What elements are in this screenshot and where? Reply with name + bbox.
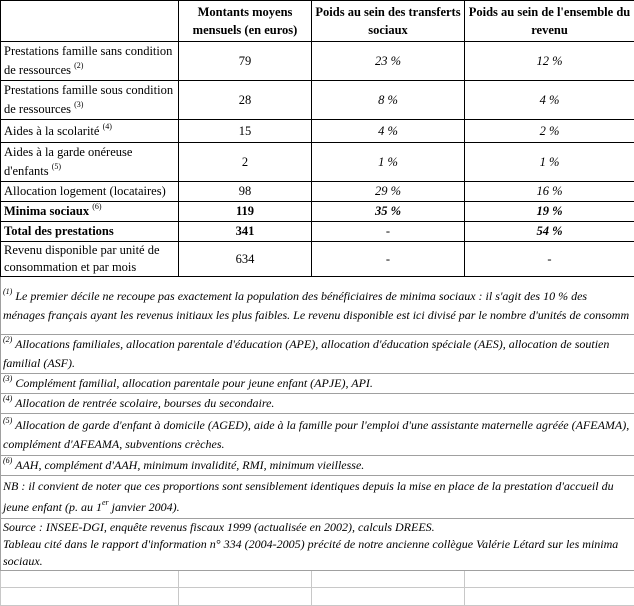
- footnote-2: $^{(2)}$ Allocations familiales, allocation parentale d'éducation (APE), allocation d'éducation spéciale (AES), allocation de soutien familial (ASF).: [1, 335, 634, 374]
- transfers-cell: 29 %: [312, 182, 465, 202]
- row-label: Prestations famille sous condition de ressources $^{(3)}$: [1, 81, 179, 120]
- amount-cell: 28: [179, 81, 312, 120]
- amount-cell: 79: [179, 42, 312, 81]
- transfers-cell: 35 %: [312, 202, 465, 222]
- transfers-cell: 1 %: [312, 143, 465, 182]
- transfers-cell: -: [312, 222, 465, 242]
- income-cell: 4 %: [465, 81, 634, 120]
- amount-cell: 341: [179, 222, 312, 242]
- header-income: Poids au sein de l'ensemble du revenu: [465, 1, 634, 42]
- income-cell: 54 %: [465, 222, 634, 242]
- transfers-cell: 8 %: [312, 81, 465, 120]
- citation-text: Tableau cité dans le rapport d'information n° 334 (2004-2005) précité de notre ancienne collègue Valérie Létard sur les minima sociaux.: [3, 537, 618, 568]
- income-cell: 12 %: [465, 42, 634, 81]
- amount-cell: 15: [179, 120, 312, 143]
- header-row: [1, 1, 634, 42]
- transfers-cell: 4 %: [312, 120, 465, 143]
- empty-row: [1, 588, 634, 606]
- income-cell: 2 %: [465, 120, 634, 143]
- table-row: [1, 81, 634, 120]
- source-note: [1, 519, 634, 571]
- header-empty: [1, 1, 179, 42]
- footnote-1: $^{(1)}$ Le premier décile ne recoupe pas exactement la population des bénéficiaires de minima sociaux : il s'agit des 10 % des ménages français ayant les revenus initiaux les plus faibles. Le revenu disponible est ici divisé par le nombre d'unités de consomm: [1, 277, 634, 335]
- source-text: Source : INSEE-DGI, enquête revenus fiscaux 1999 (actualisée en 2002), calculs DREES.: [3, 520, 435, 534]
- footnote-3: $^{(3)}$ Complément familial, allocation parentale pour jeune enfant (APJE), API.: [1, 374, 634, 394]
- footnote-6: $^{(6)}$ AAH, complément d'AAH, minimum invalidité, RMI, minimum vieillesse.: [1, 456, 634, 476]
- table-row: [1, 120, 634, 143]
- row-label: Aides à la garde onéreuse d'enfants $^{(5)}$: [1, 143, 179, 182]
- header-transfers: Poids au sein des transferts sociaux: [312, 1, 465, 42]
- amount-cell: 98: [179, 182, 312, 202]
- footnote-4: $^{(4)}$ Allocation de rentrée scolaire, bourses du secondaire.: [1, 394, 634, 414]
- header-amount: Montants moyens mensuels (en euros): [179, 1, 312, 42]
- amount-cell: 634: [179, 242, 312, 277]
- table-row: [1, 143, 634, 182]
- income-cell: 19 %: [465, 202, 634, 222]
- row-label: Aides à la scolarité $^{(4)}$: [1, 120, 179, 143]
- table-row: [1, 242, 634, 277]
- table-row: [1, 42, 634, 81]
- table-row: [1, 222, 634, 242]
- transfers-cell: -: [312, 242, 465, 277]
- row-label: Total des prestations: [1, 222, 179, 242]
- income-cell: 16 %: [465, 182, 634, 202]
- income-cell: 1 %: [465, 143, 634, 182]
- transfers-cell: 23 %: [312, 42, 465, 81]
- footnote-5: $^{(5)}$ Allocation de garde d'enfant à domicile (AGED), aide à la famille pour l'emploi d'une assistante maternelle agréée (AFEAMA), complément d'AFEAMA, subventions crèches.: [1, 414, 634, 456]
- amount-cell: 2: [179, 143, 312, 182]
- row-label: Prestations famille sans condition de ressources $^{(2)}$: [1, 42, 179, 81]
- table-row: [1, 202, 634, 222]
- row-label: Revenu disponible par unité de consommation et par mois: [1, 242, 179, 277]
- amount-cell: 119: [179, 202, 312, 222]
- row-label: Minima sociaux $^{(6)}$: [1, 202, 179, 222]
- nb-note: NB : il convient de noter que ces proportions sont sensiblement identiques depuis la mise en place de la prestation d'accueil du jeune enfant (p. au 1er janvier 2004).: [1, 476, 634, 519]
- table-row: [1, 182, 634, 202]
- row-label: Allocation logement (locataires): [1, 182, 179, 202]
- income-cell: -: [465, 242, 634, 277]
